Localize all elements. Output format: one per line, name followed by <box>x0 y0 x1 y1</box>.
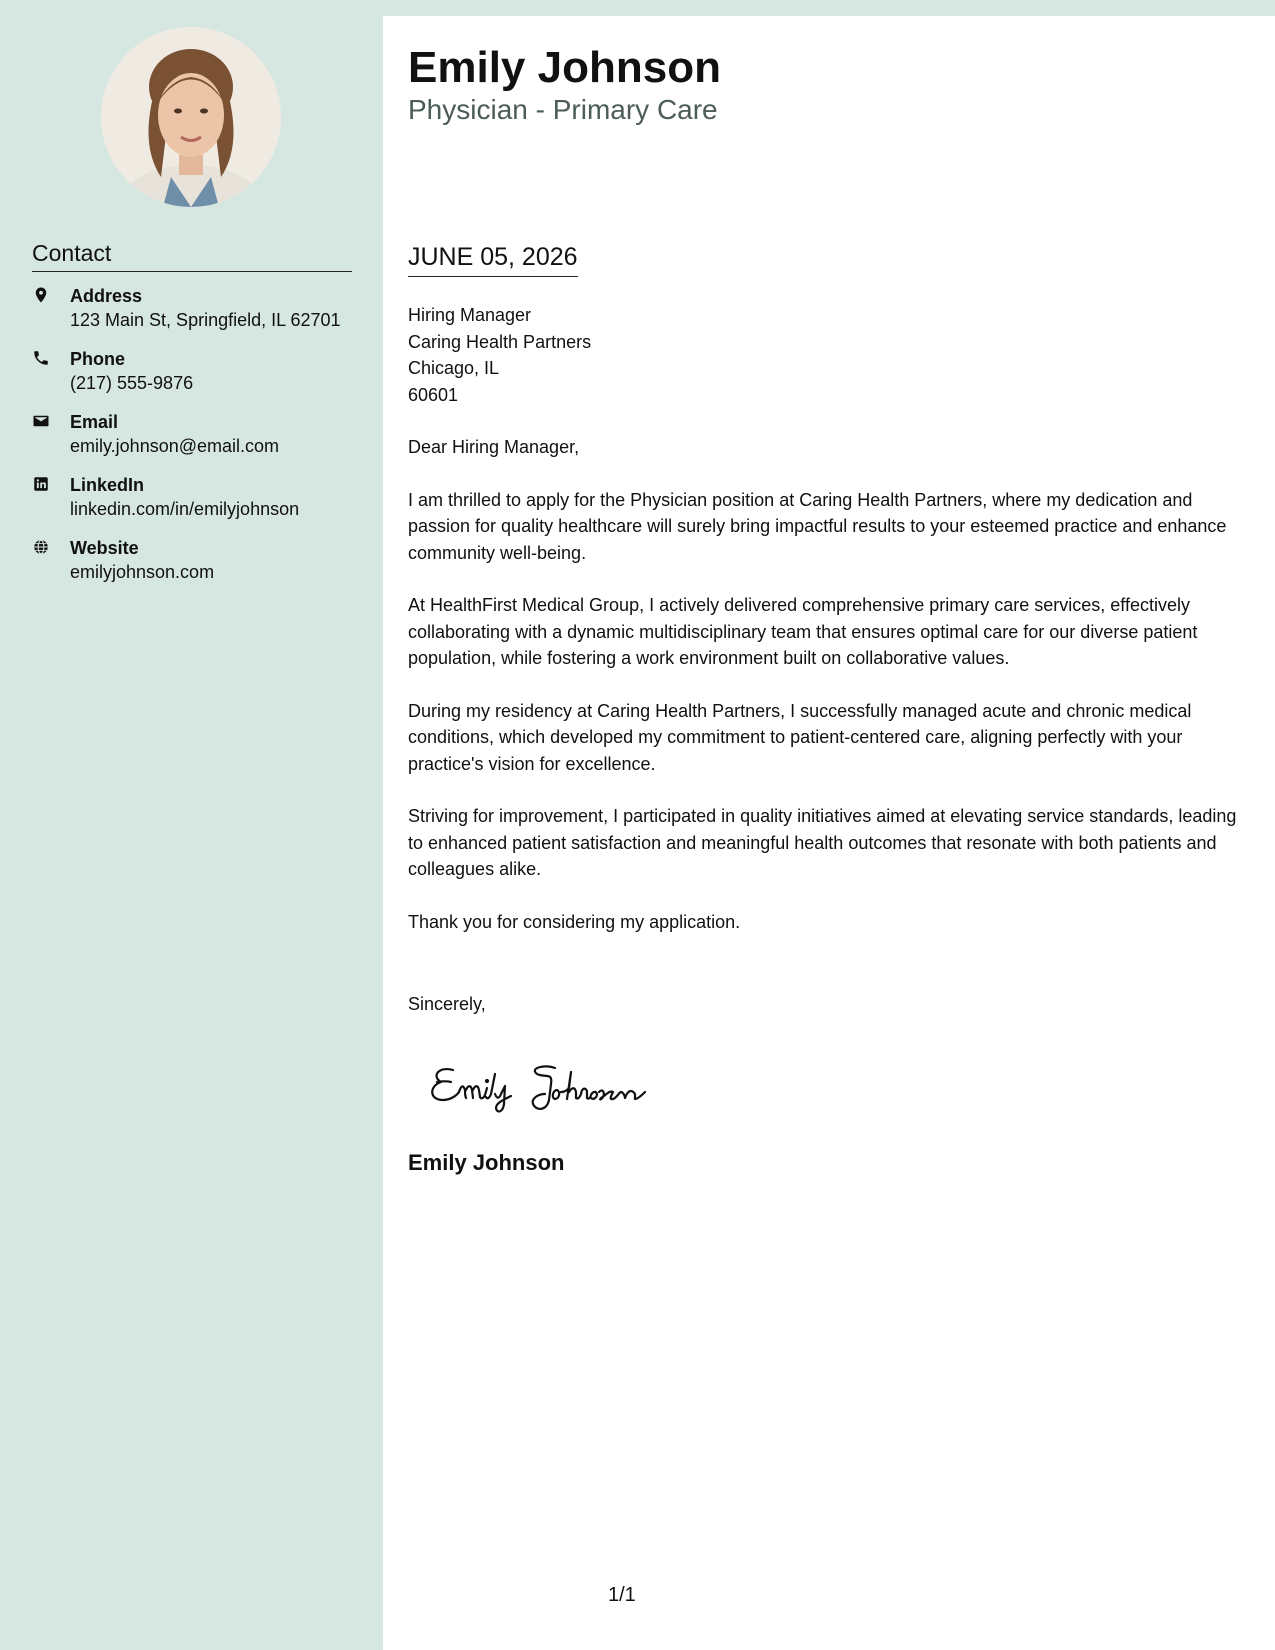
phone-icon <box>32 347 70 410</box>
salutation: Dear Hiring Manager, <box>408 437 580 457</box>
signed-name: Emily Johnson <box>408 1150 565 1175</box>
phone-value: (217) 555-9876 <box>70 373 194 393</box>
contact-list <box>32 284 362 599</box>
letter-paragraph: I am thrilled to apply for the Physician position at Caring Health Partners, where my dedication and passion for quality healthcare will surely bring impactful results to your esteemed practice and enhance community well-being. <box>408 489 1227 563</box>
applicant-name: Emily Johnson <box>408 43 721 92</box>
letter-paragraph: At HealthFirst Medical Group, I actively delivered comprehensive primary care services, effectively collaborating with a dynamic multidisciplinary team that ensures optimal care for our diverse patient population, while fostering a work environment built on collaborative values. <box>408 595 1198 668</box>
email-value[interactable]: emily.johnson@email.com <box>70 436 280 456</box>
letter-paragraph: Thank you for considering my application. <box>408 911 741 932</box>
globe-icon <box>32 536 70 599</box>
contact-heading: Contact <box>32 240 352 272</box>
address-label: Address <box>70 286 143 306</box>
handwritten-signature <box>425 1048 685 1123</box>
website-value[interactable]: emilyjohnson.com <box>70 562 215 582</box>
letter-date: JUNE 05, 2026 <box>408 243 578 277</box>
contact-website <box>32 536 362 599</box>
phone-label: Phone <box>70 349 126 369</box>
sidebar <box>0 0 383 1650</box>
job-title: Physician - Primary Care <box>408 94 718 125</box>
page-number: 1/1 <box>608 1584 636 1606</box>
contact-linkedin <box>32 473 362 536</box>
address-value: 123 Main St, Springfield, IL 62701 <box>70 310 341 330</box>
email-label: Email <box>70 412 119 432</box>
letter-page <box>383 16 1275 1650</box>
envelope-icon <box>32 410 70 473</box>
linkedin-value[interactable]: linkedin.com/in/emilyjohnson <box>70 499 300 519</box>
website-label: Website <box>70 538 139 558</box>
closing: Sincerely, <box>408 994 486 1014</box>
contact-address <box>32 284 362 347</box>
linkedin-label: LinkedIn <box>70 475 145 495</box>
linkedin-icon <box>32 473 70 536</box>
recipient-line: Caring Health Partners <box>408 331 592 352</box>
profile-photo <box>101 27 281 207</box>
contact-email <box>32 410 362 473</box>
recipient-line: Chicago, IL <box>408 358 500 378</box>
letter-body <box>408 434 1248 961</box>
recipient-line: Hiring Manager <box>408 305 532 325</box>
letter-paragraph: During my residency at Caring Health Partners, I successfully managed acute and chronic medical conditions, which developed my commitment to patient-centered care, aligning perfectly with your practice's vision for excellence. <box>408 700 1192 774</box>
map-pin-icon <box>32 284 70 347</box>
contact-phone <box>32 347 362 410</box>
letter-paragraph: Striving for improvement, I participated in quality initiatives aimed at elevating service standards, leading to enhanced patient satisfaction and meaningful health outcomes that resonate with both patients and colleagues alike. <box>408 806 1237 879</box>
recipient-line: 60601 <box>408 384 459 405</box>
recipient-block <box>408 302 591 408</box>
